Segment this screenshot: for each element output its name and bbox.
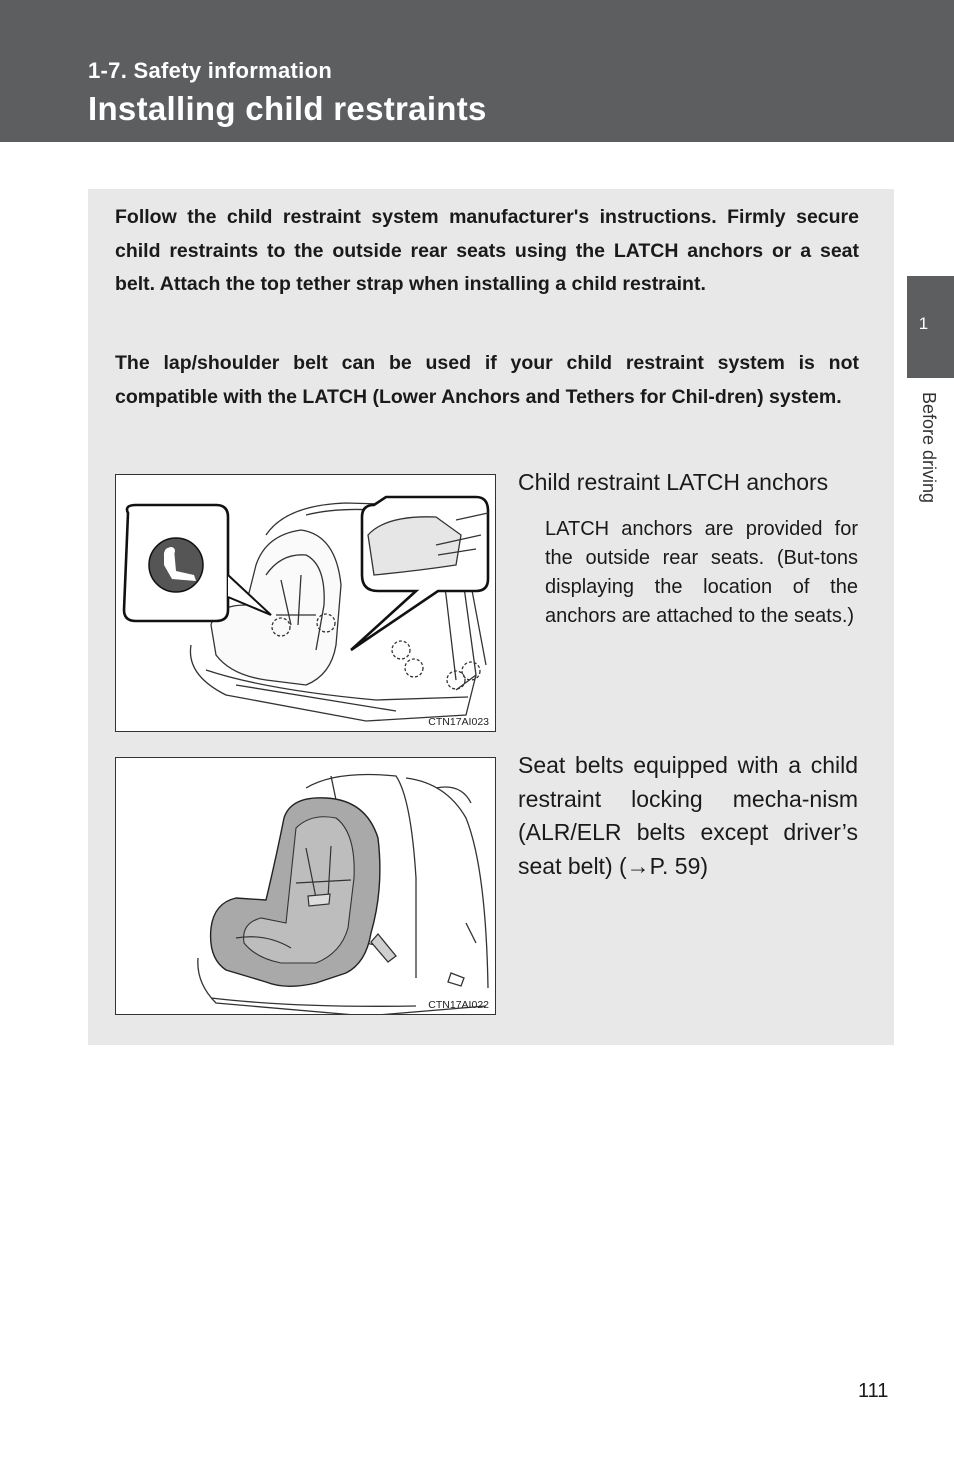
page-header	[0, 0, 954, 142]
latch-anchors-illustration	[115, 474, 496, 732]
page-title: Installing child restraints	[88, 90, 487, 127]
chapter-number: 1	[918, 314, 929, 333]
latch-anchors-heading: Child restraint LATCH anchors	[518, 469, 829, 495]
figure-code: CTN17AI023	[428, 716, 489, 728]
seat-belt-illustration	[115, 757, 496, 1015]
chapter-label: Before driving	[919, 392, 939, 504]
intro-paragraph: The lap/shoulder belt can be used if your child restraint system is not compatible with the LATCH (Lower Anchors and Tethers for Chil-dren) system.	[115, 352, 859, 408]
section-label: 1-7. Safety information	[88, 58, 333, 83]
latch-seat-drawing	[116, 475, 496, 732]
seatbelt-seat-drawing	[116, 758, 496, 1015]
content-panel	[88, 189, 894, 1045]
figure-code: CTN17AI022	[428, 999, 489, 1011]
latch-anchors-description: LATCH anchors are provided for the outside rear seats. (But-tons displaying the location of the anchors are attached to the seats.)	[545, 518, 858, 627]
intro-paragraph: Follow the child restraint system manufacturer's instructions. Firmly secure child restraints to the outside rear seats using the LATCH anchors or a seat belt. Attach the top tether strap when installing a child restraint.	[115, 206, 859, 295]
chapter-tab[interactable]	[907, 276, 954, 378]
page-number: 111	[858, 1380, 889, 1402]
seat-belts-heading: Seat belts equipped with a child restraint locking mecha-nism (ALR/ELR belts except driver’s seat belt) (→P. 59)	[518, 752, 858, 879]
